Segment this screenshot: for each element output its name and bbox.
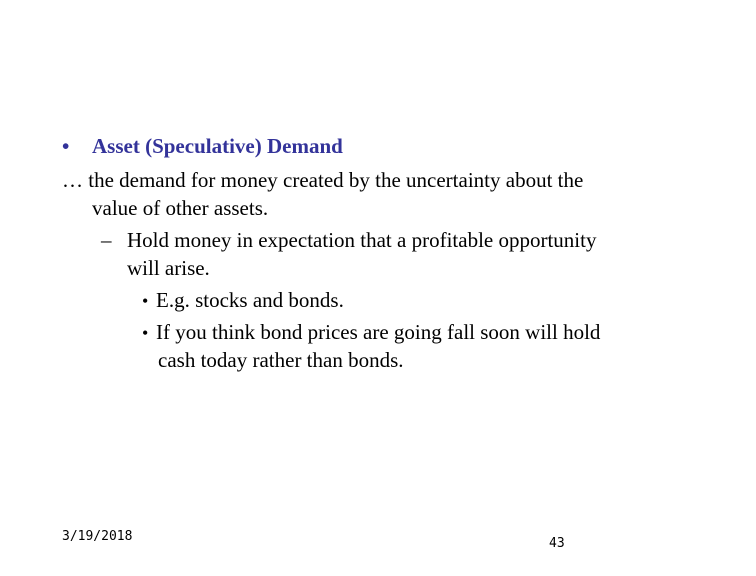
- heading-bullet: •: [62, 134, 70, 158]
- definition-text-1: the demand for money created by the uncertainty about the: [88, 168, 584, 192]
- sub-point-text-1: Hold money in expectation that a profitable opportunity: [127, 228, 597, 252]
- example-1-text: E.g. stocks and bonds.: [156, 288, 344, 312]
- example-2-line-2: [158, 346, 404, 374]
- footer-date: 3/19/2018: [62, 529, 133, 544]
- sub-point-line-2: [127, 254, 210, 282]
- example-1-line: [142, 286, 344, 315]
- heading-line: [62, 132, 343, 160]
- slide-heading: Asset (Speculative) Demand: [92, 134, 343, 158]
- ellipsis-marker: …: [62, 168, 83, 192]
- definition-line-1: [62, 166, 583, 194]
- example-2-bullet: •: [142, 323, 149, 343]
- example-2-line-1: [142, 318, 600, 347]
- example-1-bullet: •: [142, 291, 149, 311]
- definition-line-2: [92, 194, 268, 222]
- example-2-text-1: If you think bond prices are going fall soon will hold: [156, 320, 601, 344]
- example-2-text-2: cash today rather than bonds.: [158, 348, 404, 372]
- sub-point-line-1: [101, 226, 596, 254]
- definition-text-2: value of other assets.: [92, 196, 269, 220]
- footer-page-number: 43: [549, 536, 565, 551]
- sub-point-dash: –: [101, 228, 112, 252]
- sub-point-text-2: will arise.: [127, 256, 210, 280]
